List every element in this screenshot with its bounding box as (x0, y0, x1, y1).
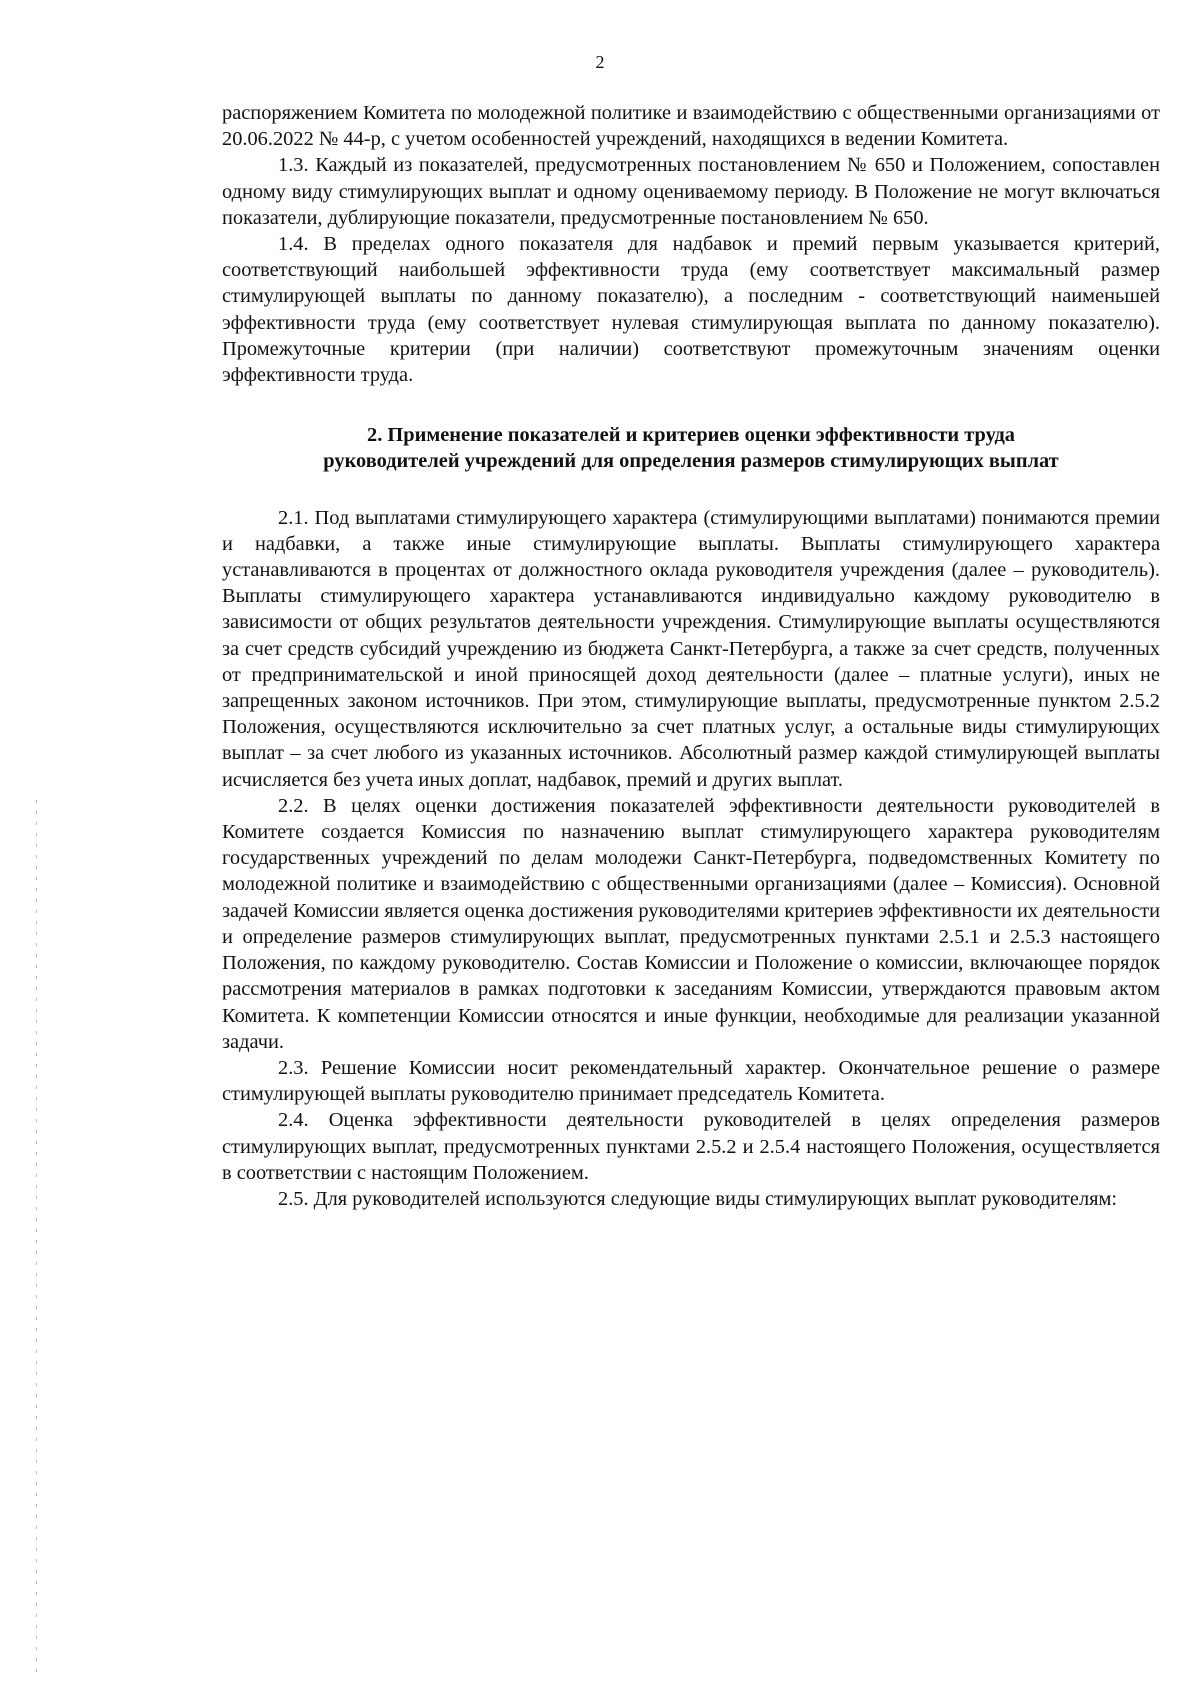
paragraph-2-5: 2.5. Для руководителей используются следующие виды стимулирующих выплат руководителям: (278, 1187, 1118, 1210)
paragraph-1-4: 1.4. В пределах одного показателя для надбавок и премий первым указывается критерий, соответствующий наибольшей эффективности труда (ему соответствует максимальный размер стимулирующей выплаты по данному показателю), а последним - соответствующий наименьшей эффективности труда (ему соответствует нулевая стимулирующая выплата по данному показателю). Промежуточные критерии (при наличии) соответствуют промежуточным значениям оценки эффективности труда. (222, 233, 1160, 387)
paragraph-2-3: 2.3. Решение Комиссии носит рекомендательный характер. Окончательное решение о размере стимулирующей выплаты руководителю принимает председатель Комитета. (222, 1056, 1160, 1106)
section-heading-line-2: руководителей учреждений для определения размеров стимулирующих выплат (323, 450, 1059, 473)
paragraph-continuation: распоряжением Комитета по молодежной политике и взаимодействию с общественными организациями от 20.06.2022 № 44-р, с учетом особенностей учреждений, находящихся в ведении Комитета. (222, 102, 1160, 151)
document-body (222, 100, 1160, 1212)
section-heading-line-1: 2. Применение показателей и критериев оценки эффективности труда (367, 424, 1015, 447)
paragraph-2-4: 2.4. Оценка эффективности деятельности руководителей в целях определения размеров стимулирующих выплат, предусмотренных пунктами 2.5.2 и 2.5.4 настоящего Положения, осуществляется в соответствии с настоящим Положением. (222, 1109, 1160, 1184)
scan-edge-artifact (36, 800, 37, 1680)
paragraph-2-2: 2.2. В целях оценки достижения показателей эффективности деятельности руководителей в Комитете создается Комиссия по назначению выплат стимулирующего характера руководителям государственных учреждений по делам молодежи Санкт-Петербурга, подведомственных Комитету по молодежной политике и взаимодействию с общественными организациями (далее – Комиссия). Основной задачей Комиссии является оценка достижения руководителями критериев эффективности их деятельности и определение размеров стимулирующих выплат, предусмотренных пунктами 2.5.1 и 2.5.3 настоящего Положения, по каждому руководителю. Состав Комиссии и Положение о комиссии, включающее порядок рассмотрения материалов в рамках подготовки к заседаниям Комиссии, утверждаются правовым актом Комитета. К компетенции Комиссии относятся и иные функции, необходимые для реализации указанной задачи. (222, 794, 1160, 1053)
page-number: 2 (595, 52, 605, 72)
paragraph-1-3: 1.3. Каждый из показателей, предусмотренных постановлением № 650 и Положением, сопоставлен одному виду стимулирующих выплат и одному оцениваемому периоду. В Положение не могут включаться показатели, дублирующие показатели, предусмотренные постановлением № 650. (222, 154, 1160, 229)
paragraph-2-1: 2.1. Под выплатами стимулирующего характера (стимулирующими выплатами) понимаются премии и надбавки, а также иные стимулирующие выплаты. Выплаты стимулирующего характера устанавливаются в процентах от должностного оклада руководителя учреждения (далее – руководитель). Выплаты стимулирующего характера устанавливаются индивидуально каждому руководителю в зависимости от общих результатов деятельности учреждения. Стимулирующие выплаты осуществляются за счет средств субсидий учреждению из бюджета Санкт-Петербурга, а также за счет средств, полученных от предпринимательской и иной приносящей доход деятельности (далее – платные услуги), иных не запрещенных законом источников. При этом, стимулирующие выплаты, предусмотренные пунктом 2.5.2 Положения, осуществляются исключительно за счет платных услуг, а остальные виды стимулирующих выплат – за счет любого из указанных источников. Абсолютный размер каждой стимулирующей выплаты исчисляется без учета иных доплат, надбавок, премий и других выплат. (222, 506, 1160, 791)
section-heading (222, 422, 1160, 474)
